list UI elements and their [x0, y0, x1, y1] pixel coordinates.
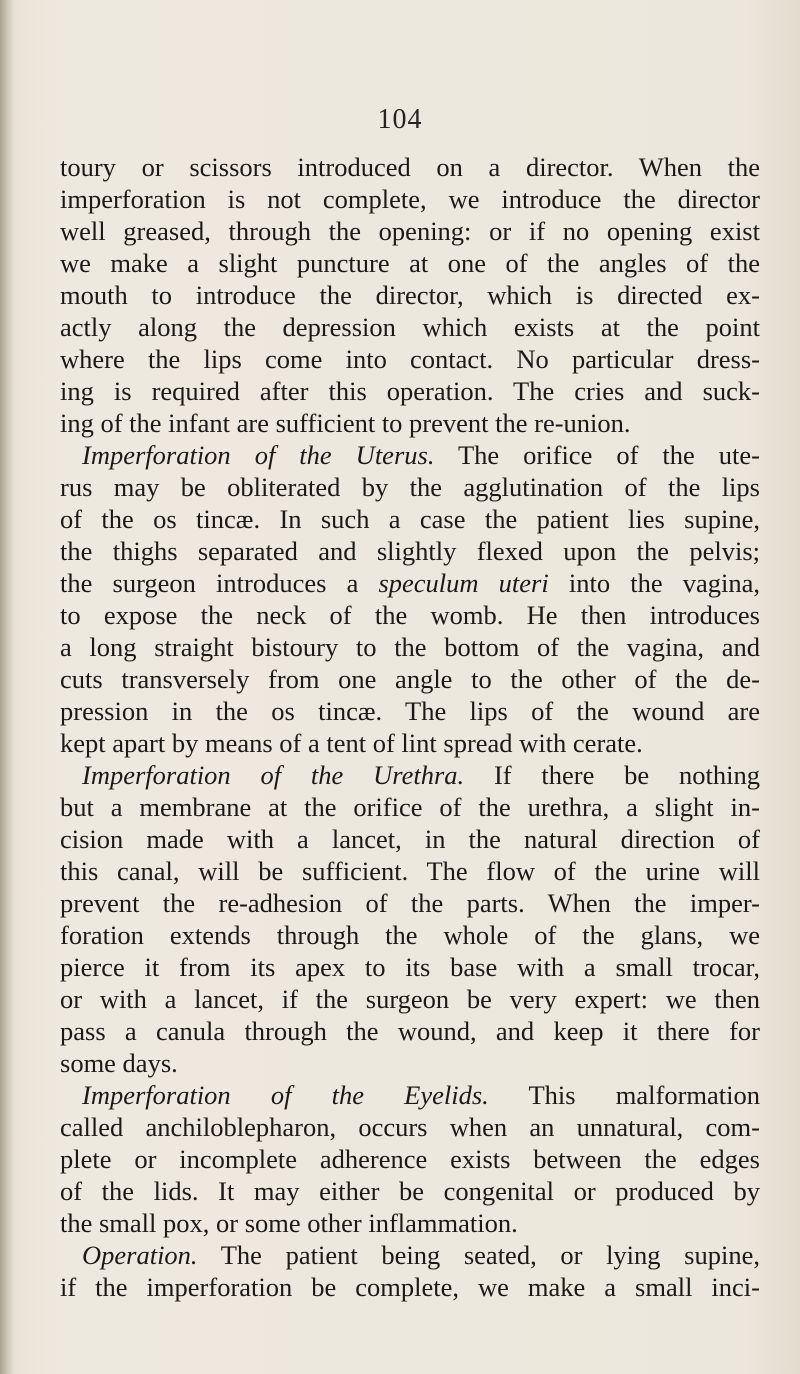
- text-run: This malformation: [488, 1080, 760, 1110]
- text-line: [60, 695, 760, 727]
- text-run: into the vagina,: [548, 568, 760, 598]
- text-line: [60, 631, 760, 663]
- text-line: [60, 1271, 760, 1303]
- text-run: mouth to introduce the director, which is directed ex-: [60, 280, 760, 310]
- italic-heading-text: Imperforation of the Eyelids.: [82, 1080, 489, 1110]
- text-run: but a membrane at the orifice of the urethra, a slight in-: [60, 792, 760, 822]
- text-line: [60, 375, 760, 407]
- text-run: the small pox, or some other inflammation.: [60, 1208, 518, 1238]
- text-run: of the lids. It may either be congenital or produced by: [60, 1176, 760, 1206]
- text-run: foration extends through the whole of the glans, we: [60, 920, 760, 950]
- text-run: the thighs separated and slightly flexed upon the pelvis;: [60, 536, 760, 566]
- text-line: [60, 1047, 760, 1079]
- text-line: [60, 1143, 760, 1175]
- text-run: kept apart by means of a tent of lint spread with cerate.: [60, 728, 643, 758]
- body-text: [60, 151, 760, 1303]
- text-line: [60, 919, 760, 951]
- text-line: [60, 151, 760, 183]
- text-run: ing of the infant are sufficient to prevent the re-union.: [60, 408, 631, 438]
- text-line: [60, 1207, 760, 1239]
- text-run: pression in the os tincæ. The lips of the wound are: [60, 696, 760, 726]
- text-line: [60, 503, 760, 535]
- text-line: [60, 855, 760, 887]
- text-run: if the imperforation be complete, we make a small inci-: [60, 1272, 760, 1302]
- text-line: [60, 599, 760, 631]
- text-run: well greased, through the opening: or if no opening exist: [60, 216, 760, 246]
- text-line: [60, 1111, 760, 1143]
- text-run: plete or incomplete adherence exists between the edges: [60, 1144, 760, 1174]
- text-line: [60, 183, 760, 215]
- text-line: [60, 279, 760, 311]
- text-run: imperforation is not complete, we introduce the director: [60, 184, 760, 214]
- text-run: ing is required after this operation. The cries and suck-: [60, 376, 760, 406]
- text-run: cision made with a lancet, in the natural direction of: [60, 824, 760, 854]
- text-line: [60, 663, 760, 695]
- text-run: pass a canula through the wound, and keep it there for: [60, 1016, 760, 1046]
- text-line: [60, 215, 760, 247]
- text-run: toury or scissors introduced on a director. When the: [60, 152, 760, 182]
- italic-heading-text: Imperforation of the Urethra.: [82, 760, 465, 790]
- text-run: we make a slight puncture at one of the angles of the: [60, 248, 760, 278]
- text-run: the surgeon introduces a: [60, 568, 379, 598]
- text-run: where the lips come into contact. No particular dress-: [60, 344, 760, 374]
- text-run: cuts transversely from one angle to the other of the de-: [60, 664, 760, 694]
- page-number: 104: [377, 104, 423, 135]
- text-line: [60, 311, 760, 343]
- text-run: of the os tincæ. In such a case the patient lies supine,: [60, 504, 760, 534]
- paragraph-start-line: [60, 759, 760, 791]
- text-run: a long straight bistoury to the bottom of the vagina, and: [60, 632, 760, 662]
- italic-heading-text: Operation.: [82, 1240, 198, 1270]
- text-run: prevent the re-adhesion of the parts. When the imper-: [60, 888, 760, 918]
- text-line: [60, 1015, 760, 1047]
- text-line: [60, 567, 760, 599]
- text-run: pierce it from its apex to its base with a small trocar,: [60, 952, 760, 982]
- binding-shadow: [0, 0, 14, 1374]
- text-run: actly along the depression which exists at the point: [60, 312, 760, 342]
- paragraph-start-line: [60, 1079, 760, 1111]
- text-line: [60, 727, 760, 759]
- text-line: [60, 535, 760, 567]
- text-run: some days.: [60, 1048, 178, 1078]
- text-line: [60, 343, 760, 375]
- paragraph-start-line: [60, 1239, 760, 1271]
- text-line: [60, 887, 760, 919]
- text-run: this canal, will be sufficient. The flow of the urine will: [60, 856, 760, 886]
- text-line: [60, 983, 760, 1015]
- text-run: or with a lancet, if the surgeon be very expert: we then: [60, 984, 760, 1014]
- italic-heading-text: speculum uteri: [378, 568, 549, 598]
- text-run: rus may be obliterated by the agglutination of the lips: [60, 472, 760, 502]
- text-run: The orifice of the ute-: [434, 440, 760, 470]
- text-line: [60, 407, 760, 439]
- text-line: [60, 247, 760, 279]
- text-run: If there be nothing: [464, 760, 760, 790]
- text-run: The patient being seated, or lying supine,: [197, 1240, 760, 1270]
- text-line: [60, 823, 760, 855]
- text-run: called anchiloblepharon, occurs when an unnatural, com-: [60, 1112, 760, 1142]
- text-line: [60, 951, 760, 983]
- text-line: [60, 1175, 760, 1207]
- text-line: [60, 791, 760, 823]
- text-run: to expose the neck of the womb. He then introduces: [60, 600, 760, 630]
- paragraph-start-line: [60, 439, 760, 471]
- text-line: [60, 471, 760, 503]
- italic-heading-text: Imperforation of the Uterus.: [82, 440, 435, 470]
